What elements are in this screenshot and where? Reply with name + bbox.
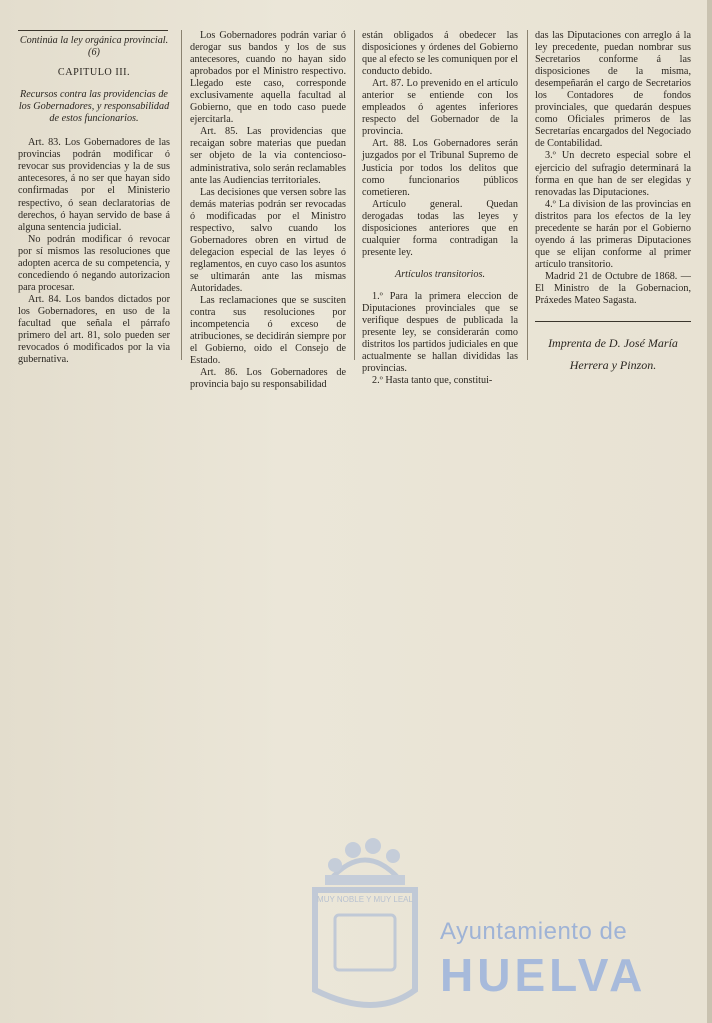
chapter-heading: CAPITULO III. [57, 67, 131, 79]
paragraph: 2.º Hasta tanto que, constitui- [372, 375, 493, 387]
signature-paragraph: Madrid 21 de Octubre de 1868. —El Ministro de la Gobernacion, Práxedes Mateo Sagasta. [535, 270, 691, 307]
paragraph: 1.º Para la primera eleccion de Diputaciones provinciales que se verifique despues de publicada la presente ley, se considerarán como distritos los partidos judiciales en que actualmente se hallan divididas las provincias. [362, 290, 518, 375]
section-heading: Artículos transitorios. [394, 268, 485, 280]
column-1 [18, 30, 170, 366]
paragraph: Art. 88. Los Gobernadores serán juzgados por el Tribunal Supremo de Justicia por todos los delitos que como funcionarios públicos cometieren. [362, 138, 518, 198]
watermark-line-2: HUELVA [440, 949, 647, 1001]
paragraph: Art. 83. Los Gobernadores de las provincias podrán modificar ó revocar sus providencias y la de sus antecesores, á no ser que hayan sido confirmadas por el Ministerio respectivo, ó sean declaratorias de derechos, ó hayan servido de base á alguna sentencia judicial. [18, 137, 170, 233]
continuation-text: Continúa la ley orgánica provincial. [19, 35, 169, 46]
printer-line-1: Imprenta de D. José María [548, 336, 678, 351]
paragraph: 4.º La division de las provincias en distritos para los efectos de la ley precedente se harán por el Gobierno oyendo á las primeras Diputaciones que se elijan conforme al primer artículo transitorio. [535, 198, 691, 270]
paragraph: das las Diputaciones con arreglo á la ley precedente, puedan nombrar sus Secretarios conforme á las disposiciones de la misma, desempeñarán el cargo de Secretarios los Contadores de fondos provinciales, que quedarán despues como Oficiales primeros de las Secretarías encargados del Negociado de Contabilidad. [535, 30, 691, 150]
paragraph: están obligados á obedecer las disposiciones y órdenes del Gobierno que al efecto se les comuniquen por el conducto debido. [362, 30, 518, 78]
page-number: (6) [88, 47, 100, 59]
paragraph: Art. 87. Lo prevenido en el artículo anterior se entiende con los empleados ó agentes inferiores respecto del Gobernador de la provincia. [362, 78, 518, 138]
paragraph: No podrán modificar ó revocar por sí mismos las resoluciones que adopten acerca de su competencia, y concediendo ó negando autorizacion para procesar. [18, 233, 170, 293]
paragraph: Las reclamaciones que se susciten contra sus resoluciones por incompetencia ó exceso de atribuciones, se decidirán siempre por el Gobierno, oido el Consejo de Estado. [190, 295, 346, 367]
paragraph: Art. 84. Los bandos dictados por los Gobernadores, en uso de la facultad que señala el párrafo primero del art. 81, solo pueden ser revocados ó modificados por la via gubernativa. [18, 293, 170, 366]
header-rule [18, 30, 168, 31]
paragraph: Los Gobernadores podrán variar ó derogar sus bandos y los de sus antecesores, cuando no hayan sido aprobados por el Ministro respectivo. Llegado este caso, corresponde exclusivamente aquella facultad al Gobierno, que en todo caso puede ejercitarla. [190, 30, 346, 126]
paragraph: Las decisiones que versen sobre las demás materias podrán ser revocadas ó modificadas por el Ministro respectivo, salvo cuando los Gobernadores obren en virtud de delegacion especial de las leyes ó reglamentos, en cuyo caso los asuntos se ultimarán ante las mismas Autoridades. [190, 186, 346, 294]
footer-rule [535, 321, 691, 322]
page-edge [707, 0, 712, 1023]
paragraph: Artículo general. Quedan derogadas todas las leyes y disposiciones anteriores que en cualquier forma contradigan la presente ley. [362, 198, 518, 258]
column-3 [362, 30, 518, 387]
chapter-subtitle: Recursos contra las providencias de los Gobernadores, y responsabilidad de estos funcionarios. [18, 89, 170, 125]
seal-text: MUY NOBLE Y MUY LEAL [317, 895, 413, 904]
column-divider [527, 30, 528, 360]
printer-line-2: Herrera y Pinzon. [569, 358, 657, 373]
column-divider [181, 30, 182, 360]
continuation-title [18, 35, 170, 59]
paragraph: 3.º Un decreto especial sobre el ejercicio del sufragio determinará la forma en que han de ser elegidas y renovadas las Diputaciones. [535, 150, 691, 198]
paragraph: Art. 86. Los Gobernadores de provincia bajo su responsabilidad [190, 367, 346, 391]
column-2 [190, 30, 346, 391]
watermark-line-1: Ayuntamiento de [440, 918, 628, 945]
column-4 [535, 30, 691, 376]
paragraph: Art. 85. Las providencias que recaigan sobre materias que puedan ser objeto de la via contencioso-administrativa, solo serán reclamables ante las Audiencias territoriales. [190, 126, 346, 186]
column-divider [354, 30, 355, 360]
